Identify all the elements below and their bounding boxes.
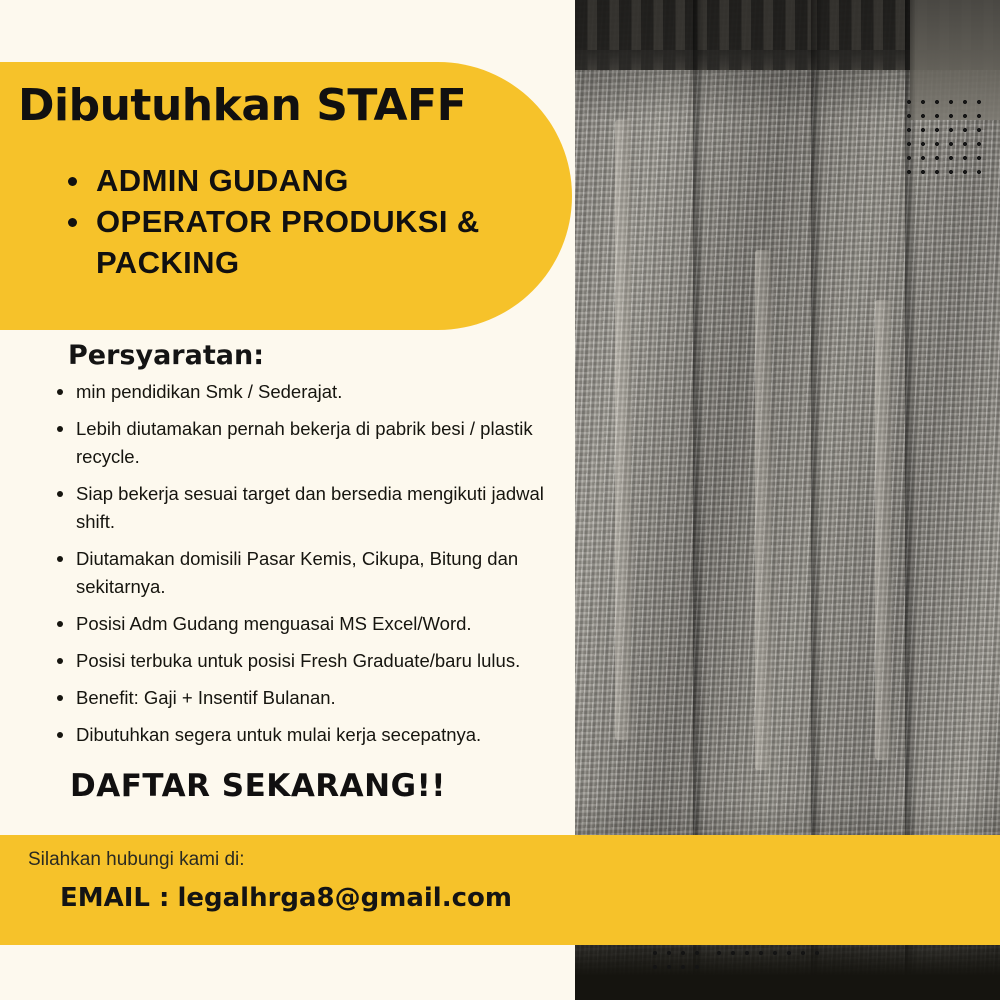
- position-list: [60, 160, 560, 283]
- requirement-item: min pendidikan Smk / Sederajat.: [52, 378, 562, 406]
- requirement-item: Dibutuhkan segera untuk mulai kerja secepatnya.: [52, 721, 562, 749]
- call-to-action-text: DAFTAR SEKARANG!!: [70, 768, 446, 804]
- coil-strap: [755, 250, 771, 770]
- requirement-item: Siap bekerja sesuai target dan bersedia mengikuti jadwal shift.: [52, 480, 562, 536]
- email-label: EMAIL :: [60, 883, 170, 913]
- email-row: [60, 883, 512, 913]
- coil-strap: [875, 300, 891, 760]
- poster-title: Dibutuhkan STAFF: [18, 80, 467, 131]
- requirement-item: Lebih diutamakan pernah bekerja di pabrik besi / plastik recycle.: [52, 415, 562, 471]
- footer-contact-block: [0, 835, 575, 945]
- position-item: OPERATOR PRODUKSI & PACKING: [60, 201, 560, 283]
- email-address[interactable]: legalhrga8@gmail.com: [177, 883, 512, 913]
- requirement-item: Benefit: Gaji + Insentif Bulanan.: [52, 684, 562, 712]
- dot-grid-decoration-icon: [902, 95, 986, 179]
- requirement-item: Posisi Adm Gudang menguasai MS Excel/Word.: [52, 610, 562, 638]
- requirements-heading: Persyaratan:: [68, 340, 264, 371]
- contact-label: Silahkan hubungi kami di:: [28, 849, 245, 870]
- header-banner: [0, 62, 572, 330]
- requirements-list: [52, 378, 562, 758]
- coil-strap: [615, 120, 631, 740]
- requirement-item: Diutamakan domisili Pasar Kemis, Cikupa, Bitung dan sekitarnya.: [52, 545, 562, 601]
- requirement-item: Posisi terbuka untuk posisi Fresh Graduate/baru lulus.: [52, 647, 562, 675]
- position-item: ADMIN GUDANG: [60, 160, 560, 201]
